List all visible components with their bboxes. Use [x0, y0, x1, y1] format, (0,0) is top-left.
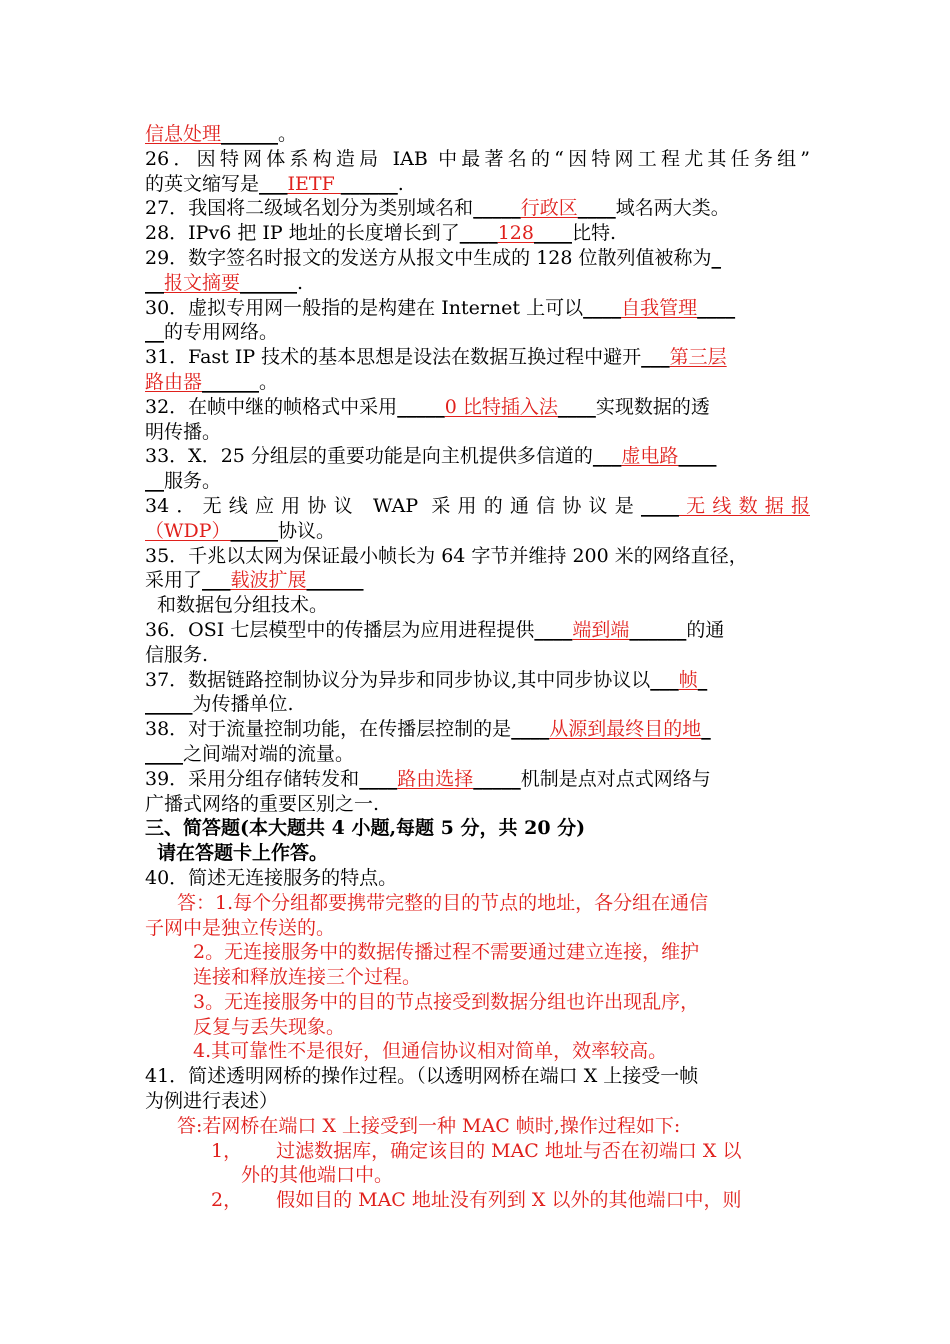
blank-underline: ____: [511, 718, 550, 741]
text-line: [145, 370, 810, 395]
question-text: 。: [259, 370, 279, 393]
question-text: 30．虚拟专用网一般指的是构建在 Internet 上可以: [145, 296, 584, 319]
blank-underline: ______: [202, 370, 260, 393]
text-line: [145, 643, 810, 668]
blank-underline: ___: [650, 668, 679, 691]
answer-text: 载波扩展: [230, 569, 307, 592]
text-line: [145, 469, 810, 494]
text-line: [145, 1163, 810, 1188]
blank-underline: ___: [592, 445, 622, 468]
text-line: [145, 841, 810, 866]
question-text: 实现数据的透: [595, 395, 710, 418]
answer-text: 路由选择: [397, 767, 474, 790]
blank-underline: ____: [577, 197, 616, 220]
question-text: 比特.: [571, 222, 617, 245]
text-line: [145, 271, 810, 296]
question-text: 。: [278, 123, 298, 145]
answer-text: 报文摘要: [164, 271, 241, 294]
blank-underline: __: [145, 321, 164, 344]
question-text: 为例进行表述）: [145, 1090, 279, 1113]
blank-underline: _____: [473, 767, 521, 790]
document-body: [145, 122, 810, 1213]
answer-text: 连接和释放连接三个过程。: [193, 966, 422, 989]
blank-underline: ___: [259, 172, 288, 195]
question-text: 38．对于流量控制功能，在传播层控制的是: [145, 718, 512, 741]
question-text: 40．简述无连接服务的特点。: [145, 866, 398, 889]
question-text: 37．数据链路控制协议分为异步和同步协议,其中同步协议以: [145, 668, 651, 691]
text-line: [145, 1015, 810, 1040]
text-line: [145, 122, 810, 147]
blank-underline: _: [701, 718, 711, 741]
question-text: 36．OSI 七层模型中的传播层为应用进程提供: [145, 618, 535, 641]
answer-text: 第三层: [669, 346, 727, 369]
question-text: 35．千兆以太网为保证最小帧长为 64 字节并维持 200 米的网络直径，: [145, 544, 748, 567]
blank-underline: ____: [697, 296, 736, 319]
question-text: 三、简答题(本大题共 4 小题,每题 5 分，共 20 分): [145, 817, 586, 840]
answer-text: 假如目的 MAC 地址没有列到 X 以外的其他端口中，则: [276, 1189, 742, 1212]
blank-underline: ____: [557, 395, 596, 418]
text-line: [145, 692, 810, 717]
question-text: 32．在帧中继的帧格式中采用: [145, 395, 398, 418]
text-line: [145, 593, 810, 618]
question-text: 28．IPv6 把 IP 地址的长度增长到了: [145, 222, 460, 245]
answer-text: （WDP）: [145, 519, 231, 542]
answer-text: 反复与丢失现象。: [193, 1015, 346, 1038]
blank-underline: ____: [359, 767, 398, 790]
answer-text: 128: [497, 222, 534, 245]
text-line: [145, 668, 810, 693]
question-text: 之间端对端的流量。: [183, 742, 355, 765]
answer-text: 答:若网桥在端口 X 上接受到一种 MAC 帧时,操作过程如下:: [177, 1114, 681, 1137]
question-text: 域名两大类。: [615, 197, 730, 220]
answer-text: 答：1.每个分组都要携带完整的目的节点的地址，各分组在通信: [177, 891, 709, 914]
text-line: [145, 519, 810, 544]
answer-text: 帧: [678, 668, 698, 691]
text-line: [145, 717, 810, 742]
text-line: [145, 568, 810, 593]
question-text: 29．数字签名时报文的发送方从报文中生成的 128 位散列值被称为: [145, 246, 712, 269]
text-line: [145, 444, 810, 469]
question-text: 广播式网络的重要区别之一.: [145, 792, 380, 815]
question-text: 机制是点对点式网络与: [520, 767, 711, 790]
answer-text: 路由器: [145, 370, 203, 393]
blank-underline: ____: [534, 618, 573, 641]
text-line: [145, 891, 810, 916]
question-text: 为传播单位.: [192, 693, 294, 716]
text-line: [145, 792, 810, 817]
blank-underline: __: [145, 271, 164, 294]
question-text: 33．X．25 分组层的重要功能是向主机提供多信道的: [145, 445, 593, 468]
question-text: 服务。: [164, 470, 222, 493]
blank-underline: ____: [640, 494, 679, 517]
question-text: 的专用网络。: [164, 321, 279, 344]
blank-underline: _____: [230, 519, 279, 542]
text-line: [145, 196, 810, 221]
question-text: 信服务.: [145, 643, 209, 666]
blank-underline: ___: [641, 346, 670, 369]
text-line: [145, 246, 810, 271]
question-text: 采用了: [145, 569, 203, 592]
answer-text: 虚电路: [621, 445, 679, 468]
text-line: [145, 940, 810, 965]
blank-underline: ______: [306, 569, 364, 592]
question-text: 和数据包分组技术。: [157, 594, 329, 617]
text-line: [145, 320, 810, 345]
blank-underline: ____: [145, 742, 183, 765]
question-text: 的英文缩写是: [145, 172, 260, 195]
text-line: [145, 172, 810, 197]
text-line: [145, 221, 810, 246]
text-line: [145, 1089, 810, 1114]
text-line: [145, 296, 810, 321]
text-line: [145, 1064, 810, 1089]
text-line: [145, 494, 810, 519]
question-text: .: [297, 271, 304, 294]
question-text: 请在答题卡上作答。: [157, 842, 329, 865]
text-line: [145, 816, 810, 841]
text-line: [145, 965, 810, 990]
blank-underline: _____: [397, 395, 445, 418]
blank-underline: ___: [202, 569, 231, 592]
answer-text: 1，: [211, 1139, 243, 1162]
blank-underline: ____: [583, 296, 622, 319]
answer-text: 0 比特插入法: [444, 395, 558, 418]
answer-text: 4.其可靠性不是很好，但通信协议相对简单，效率较高。: [193, 1040, 668, 1063]
text-line: [145, 742, 810, 767]
question-text: 39．采用分组存储转发和: [145, 767, 360, 790]
text-line: [145, 420, 810, 445]
answer-text: 外的其他端口中。: [241, 1164, 394, 1187]
text-line: [145, 916, 810, 941]
question-text: 的通: [686, 618, 725, 641]
question-text: 41．简述透明网桥的操作过程。（以透明网桥在端口 X 上接受一帧: [145, 1065, 699, 1088]
answer-text: 信息处理: [145, 123, 222, 145]
question-text: .: [397, 172, 404, 195]
text-line: [145, 1188, 810, 1213]
text-line: [145, 767, 810, 792]
blank-underline: ____: [678, 445, 717, 468]
question-text: 27．我国将二级域名划分为类别域名和: [145, 197, 474, 220]
answer-text: 自我管理: [621, 296, 698, 319]
blank-underline: ______: [240, 271, 298, 294]
question-text: 26．因特网体系构造局 IAB 中最著名的“因特网工程尤其任务组”: [145, 147, 810, 170]
question-text: 31．Fast IP 技术的基本思想是设法在数据互换过程中避开: [145, 346, 642, 369]
text-line: [145, 1039, 810, 1064]
blank-underline: _____: [145, 693, 193, 716]
text-line: [145, 544, 810, 569]
question-text: 明传播。: [145, 420, 222, 443]
blank-underline: _: [711, 246, 722, 269]
blank-underline: ____: [533, 222, 572, 245]
text-line: [145, 395, 810, 420]
answer-text: 2。无连接服务中的数据传播过程不需要通过建立连接，维护: [193, 941, 700, 964]
answer-text: 无线数据报: [678, 494, 810, 517]
blank-underline: _____: [473, 197, 521, 220]
answer-text: 2，: [211, 1189, 243, 1212]
answer-text: 过滤数据库，确定该目的 MAC 地址与否在初端口 X 以: [276, 1139, 742, 1162]
answer-text: 3。无连接服务中的目的节点接受到数据分组也许出现乱序，: [193, 990, 700, 1013]
blank-underline: ______: [221, 123, 279, 145]
blank-underline: ____: [459, 222, 498, 245]
text-line: [145, 866, 810, 891]
answer-text: 行政区: [520, 197, 578, 220]
answer-text: 端到端: [572, 618, 630, 641]
blank-underline: _: [697, 668, 708, 691]
text-line: [145, 618, 810, 643]
text-line: [145, 1114, 810, 1139]
text-line: [145, 147, 810, 172]
question-text: 协议。: [278, 519, 336, 542]
blank-underline: __: [145, 470, 164, 493]
blank-underline: ______: [629, 618, 687, 641]
answer-text: 子网中是独立传送的。: [145, 916, 336, 939]
question-text: 34．无线应用协议 WAP 采用的通信协议是: [145, 494, 641, 517]
text-line: [145, 1139, 810, 1164]
answer-text: IETF: [287, 172, 341, 195]
text-line: [145, 345, 810, 370]
text-line: [145, 990, 810, 1015]
answer-text: 从源到最终目的地: [549, 718, 702, 741]
blank-underline: ______: [340, 172, 398, 195]
